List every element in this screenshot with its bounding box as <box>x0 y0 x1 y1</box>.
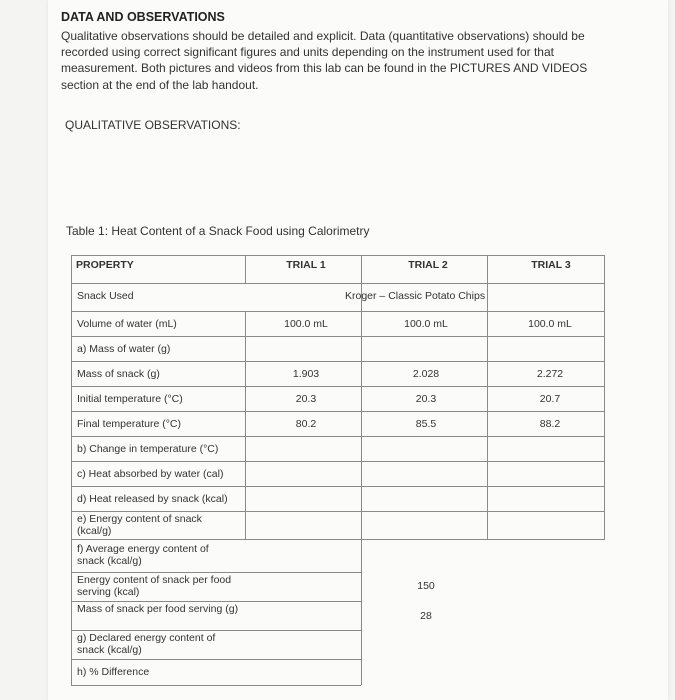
row-label: Mass of snack (g) <box>77 368 160 380</box>
header-trial-1: TRIAL 1 <box>286 259 326 271</box>
table-cell: 88.2 <box>539 418 561 430</box>
table-caption: Table 1: Heat Content of a Snack Food using Calorimetry <box>66 224 370 238</box>
qualitative-observations-label: QUALITATIVE OBSERVATIONS: <box>65 118 241 132</box>
row-label: d) Heat released by snack (kcal) <box>77 493 228 505</box>
intro-paragraph: Qualitative observations should be detailed and explicit. Data (quantitative observations) should be recorded using correct significant figures and units depending on the instrument used for that measurement. Both pictures and videos from this lab can be found in the PICTURES AND VIDEOS section at the end of the lab handout. <box>61 29 588 92</box>
row-label: f) Average energy content of snack (kcal/g) <box>77 543 209 567</box>
table-cell: 28 <box>420 610 432 622</box>
snack-used-value: Kroger – Classic Potato Chips <box>345 290 486 302</box>
table-cell: 80.2 <box>295 418 317 430</box>
table-cell: 20.3 <box>295 393 317 405</box>
row-label: Mass of snack per food serving (g) <box>77 603 239 615</box>
row-label: g) Declared energy content of snack (kcal/g) <box>77 632 216 656</box>
row-label: c) Heat absorbed by water (cal) <box>77 468 224 480</box>
row-label: a) Mass of water (g) <box>77 343 171 355</box>
table-cell: 100.0 mL <box>404 318 448 330</box>
table-cell: 100.0 mL <box>528 318 572 330</box>
calorimetry-table <box>71 255 605 685</box>
table-cell: 85.5 <box>415 418 437 430</box>
header-property: PROPERTY <box>76 259 134 271</box>
row-label: h) % Difference <box>77 666 150 678</box>
row-label: Snack Used <box>77 290 134 302</box>
row-label: Final temperature (°C) <box>77 418 181 430</box>
table-cell: 2.272 <box>536 368 564 380</box>
table-cell: 100.0 mL <box>284 318 328 330</box>
row-label: Volume of water (mL) <box>77 318 177 330</box>
table-cell: 2.028 <box>412 368 440 380</box>
row-label: Energy content of snack per food serving (kcal) <box>77 574 232 598</box>
table-cell: 150 <box>417 580 435 592</box>
header-trial-2: TRIAL 2 <box>408 259 448 271</box>
row-label: Initial temperature (°C) <box>77 393 183 405</box>
table-cell: 1.903 <box>292 368 320 380</box>
header-trial-3: TRIAL 3 <box>531 259 571 271</box>
section-heading: DATA AND OBSERVATIONS <box>61 10 225 24</box>
row-label: b) Change in temperature (°C) <box>77 443 219 455</box>
table-cell: 20.7 <box>539 393 561 405</box>
row-label: e) Energy content of snack (kcal/g) <box>77 513 202 537</box>
table-cell: 20.3 <box>415 393 437 405</box>
